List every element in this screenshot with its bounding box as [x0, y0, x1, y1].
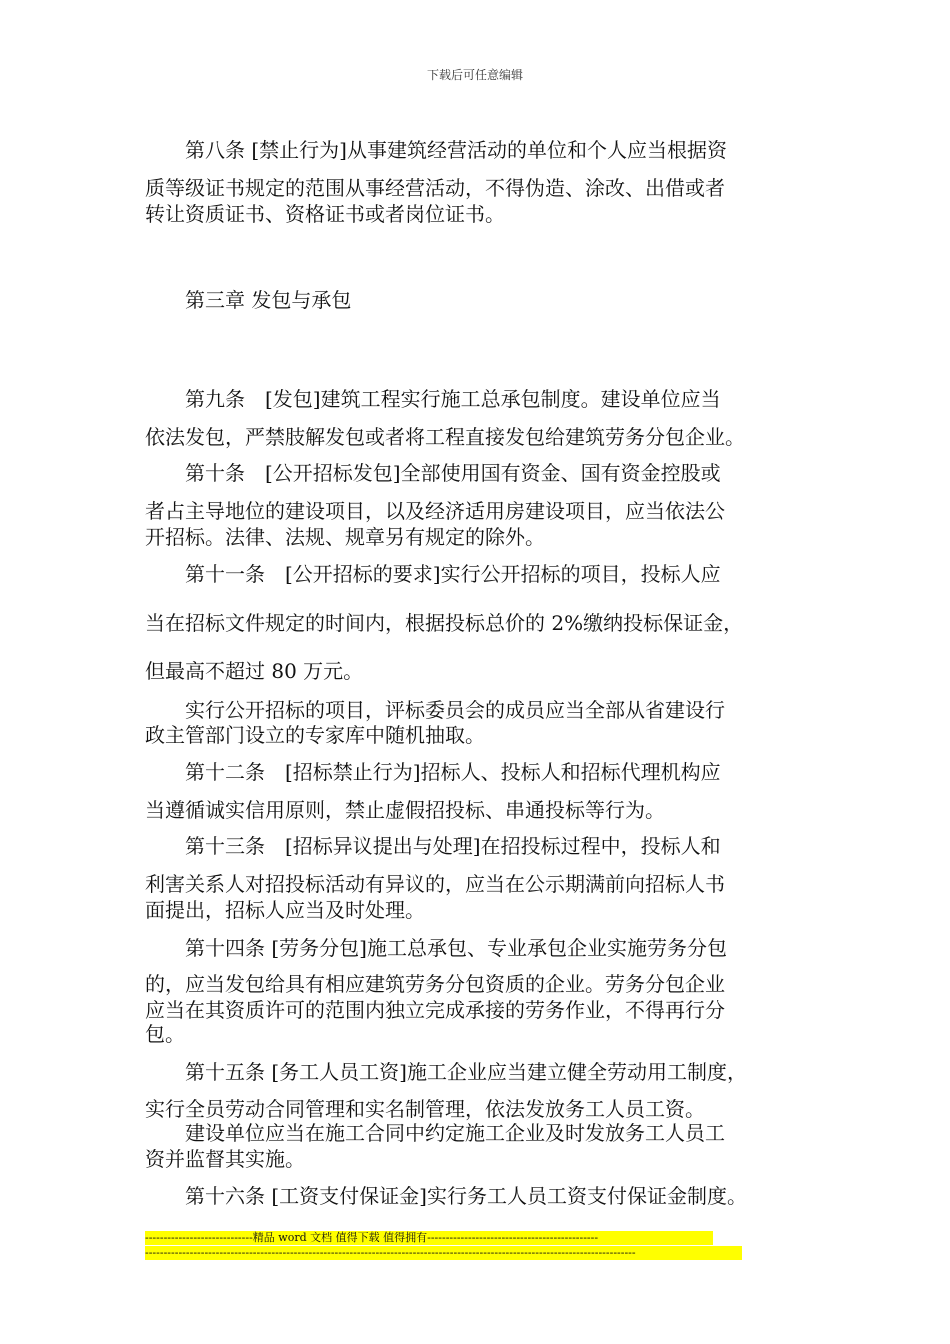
page-header: 下载后可任意编辑 — [426, 68, 523, 82]
text-line: 第十条 [公开招标发包]全部使用国有资金、国有资金控股或 — [145, 461, 721, 485]
text-line: 包。 — [145, 1022, 185, 1046]
text-line: 的，应当发包给具有相应建筑劳务分包资质的企业。劳务分包企业 — [145, 972, 725, 996]
text-line: 面提出，招标人应当及时处理。 — [145, 898, 425, 922]
footer-banner-line-2: ------------------------------------------------------------------------------------------------------------------------------------ — [145, 1246, 742, 1260]
text-line: 第十六条 [工资支付保证金]实行务工人员工资支付保证金制度。 — [145, 1184, 747, 1208]
text-line: 实行公开招标的项目，评标委员会的成员应当全部从省建设行 — [145, 698, 725, 722]
text-line: 第十三条 [招标异议提出与处理]在招投标过程中，投标人和 — [145, 834, 721, 858]
text-line: 应当在其资质许可的范围内独立完成承接的劳务作业，不得再行分 — [145, 998, 725, 1022]
text-line: 第八条 [禁止行为]从事建筑经营活动的单位和个人应当根据资 — [145, 138, 727, 162]
text-line: 资并监督其实施。 — [145, 1147, 305, 1171]
text-line: 依法发包，严禁肢解发包或者将工程直接发包给建筑劳务分包企业。 — [145, 425, 745, 449]
footer-banner-line-1: -----------------------------精品 word 文档 值得下载 值得拥有---------------------------------------------- — [145, 1231, 713, 1245]
text-line: 第九条 [发包]建筑工程实行施工总承包制度。建设单位应当 — [145, 387, 721, 411]
text-line: 实行全员劳动合同管理和实名制管理，依法发放务工人员工资。 — [145, 1097, 705, 1121]
text-line: 者占主导地位的建设项目，以及经济适用房建设项目，应当依法公 — [145, 499, 725, 523]
text-line: 第十五条 [务工人员工资]施工企业应当建立健全劳动用工制度， — [145, 1060, 747, 1084]
text-line: 当遵循诚实信用原则，禁止虚假招投标、串通投标等行为。 — [145, 798, 665, 822]
text-line: 第十四条 [劳务分包]施工总承包、专业承包企业实施劳务分包 — [145, 936, 727, 960]
text-line: 质等级证书规定的范围从事经营活动，不得伪造、涂改、出借或者 — [145, 176, 725, 200]
text-line: 第十一条 [公开招标的要求]实行公开招标的项目，投标人应 — [145, 562, 721, 586]
text-line: 政主管部门设立的专家库中随机抽取。 — [145, 723, 485, 747]
text-line: 转让资质证书、资格证书或者岗位证书。 — [145, 202, 505, 226]
chapter-heading: 第三章 发包与承包 — [145, 288, 352, 312]
text-line: 第十二条 [招标禁止行为]招标人、投标人和招标代理机构应 — [145, 760, 721, 784]
text-line: 但最高不超过 80 万元。 — [145, 659, 364, 683]
text-line: 当在招标文件规定的时间内，根据投标总价的 2%缴纳投标保证金， — [145, 611, 744, 635]
text-line: 建设单位应当在施工合同中约定施工企业及时发放务工人员工 — [145, 1121, 725, 1145]
text-line: 开招标。法律、法规、规章另有规定的除外。 — [145, 525, 545, 549]
text-line: 利害关系人对招投标活动有异议的，应当在公示期满前向招标人书 — [145, 872, 725, 896]
